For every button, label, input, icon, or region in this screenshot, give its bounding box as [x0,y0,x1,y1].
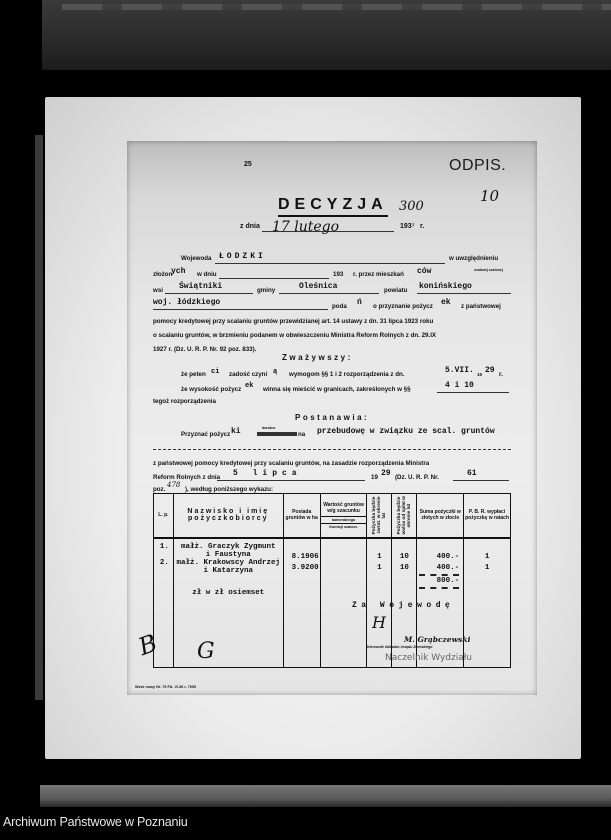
zwazywszy-line1-fill1: ci [211,368,220,376]
row-2-sum: 400.- [436,563,460,572]
header-value [320,494,367,538]
wojewoda-value: ŁODZKI [219,252,266,261]
przez-value: ców [417,267,432,276]
intro-line-5: o scalaniu gruntów, w brzmieniu podanem w obwieszczeniu Ministra Reform Rolnych z dn. 29.IX [153,332,437,339]
row-1-loan-period: 1 [377,552,382,561]
postanawia-line1-b: na [298,431,306,438]
film-strip-top [42,0,611,70]
zwazywszy-line1-end: r. [499,371,503,378]
postanawia-line1-a: Przyznać pożycz [181,431,231,438]
przez-label: r. przez mieszkań [353,271,404,278]
year-suffix: r. [420,223,425,230]
zwazywszy-line1-fill2: ą [273,368,278,376]
pozycz-suffix: z państwowej [461,303,501,310]
pozycz-label: o przyznanie pożycz [373,303,433,310]
signer-title: Kierownik Oddziału Urzędu Ziemskiego [367,645,433,649]
zwazywszy-line1-c: wymogom §§ 1 i 2 rozporządzenia z dn. [289,371,405,378]
postanawia-line2: z państwowej pomocy kredytowej przy scalaniu gruntów, na zasadzie rozporządzenia Ministra [153,460,430,467]
zwazywszy-line2-b: winna się mieścić w granicach, zakreślonych w §§ [263,386,411,393]
handwritten-decision-number: 300 [399,199,424,214]
zwazywszy-line1-a: że peten [181,371,206,378]
official-stamp: Naczelnik Wydziału [385,653,473,663]
intro-line-4: pomocy kredytowej przy scalaniu gruntów przewidzianej art. 14 ustawy z dn. 31 lipca 1923 roku [153,318,434,325]
postanawia-poz-handwritten: 478 [167,481,181,489]
wsi-value: Świątniki [179,282,223,291]
postanawia-line3-a: Reform Rolnych z dnia [153,474,221,481]
zwazywszy-line1-year: 29 [485,366,495,375]
row-2-installments: 1 [484,563,490,572]
postanawia-line1-fill: ki [231,427,241,436]
header-value-top: Wartość gruntów w/g szacunku [321,500,367,517]
film-strip-left [35,135,43,700]
za-wojewode: Za Wojewodę [352,601,455,610]
print-form-number: Wzór nowy Nr. 79 FA. VI.36 r. 7000 [135,685,197,689]
gminy-value: Oleśnica [299,282,338,291]
postanawia-line3-b: (Dz. U. R. P. Nr. [395,474,439,481]
postanawia-line4-a: poz. [153,486,166,493]
header-loan-period: Pożyczka będzie zwrot. w okresie lat [367,494,392,538]
zwazywszy-heading: Zważywszy: [282,353,353,362]
row-2-loan-period: 1 [377,563,382,572]
w-dniu-label: w dniu [197,271,217,278]
row-1-name-line2: i Faustyna [205,550,251,559]
considering-label: w uwzględnieniu [449,255,499,262]
signature-initials: H [372,613,386,632]
total-sum: 800.- [419,574,459,589]
row-2-free-period: 10 [399,563,409,572]
gminy-label: gminy [257,287,276,294]
postanawia-date: 5 lipca [233,469,302,478]
row-1-sum: 400.- [436,552,460,561]
page-marker: 25 [244,161,252,168]
zlozon-label: złożon [153,271,173,278]
voivodeship-value: woj. łódzkiego [153,298,221,307]
row-2-lp: 2. [159,558,169,567]
archive-name: Archiwum Państwowe w Poznaniu [3,815,188,829]
header-value-mid: kameralnego [321,517,367,524]
zwazywszy-line1-b: zadość czyni [229,371,268,378]
postanawia-year: 29 [381,469,391,478]
area-cell [283,538,320,668]
handwritten-number: 10 [480,187,500,205]
date-prefix: z dnia [240,223,260,230]
film-strip-bottom [40,785,611,807]
header-free-period: Pożyczka będzie wolna od spłat w okresie lat [392,494,417,538]
wojewoda-label: Wojewoda [181,255,212,262]
powiatu-label: powiatu [384,287,408,294]
names-cell [159,538,283,668]
document-sheet [127,141,537,695]
row-1-name-line1: małż. Graczyk Zygmunt [181,542,276,551]
header-lp: L. p. [154,494,174,538]
zwazywszy-line1-date: 5.VII. [445,366,474,375]
row-1-lp: 1. [159,542,169,551]
struck-out-text [257,432,297,436]
pozycz-value: ek [441,298,451,307]
row-1-installments: 1 [484,552,490,561]
signer-name: M. Grąbczewski [404,635,471,644]
zwazywszy-paragraphs: 4 i 10 [445,381,474,390]
installments-cell [464,538,511,668]
intro-line-6: 1927 r. (Dz. U. R. P. Nr. 92 poz. 833). [153,346,257,353]
postanawia-line4-b: ), według poniższego wykazu: [185,486,274,493]
poda-value: ń [357,298,362,307]
powiatu-value: konińskiego [419,282,472,291]
row-2-name-line2: i Katarzyna [203,566,254,575]
margin-scribble: B [134,628,161,662]
header-value-bottom: Komisji szacun. [329,525,358,530]
row-2-area: 3.9200 [291,563,319,572]
wsi-label: wsi [153,287,163,294]
zlozon-value: ych [171,267,186,276]
row-1-free-period: 10 [399,552,409,561]
decision-year: 193⁷ [400,223,415,230]
postanawia-heading: Postanawia: [295,413,370,422]
document-title: DECYZJA [278,196,388,217]
zwazywszy-line3: tegoż rozporządzenia [153,398,216,405]
year-193: 193 [333,271,344,278]
header-pbr: P. B. R. wypłaci pożyczkę w ratach [464,494,511,538]
header-area: Posiada gruntów w ha [283,494,320,538]
handwritten-date: 17 lutego [272,219,340,235]
postanawia-line1-small: doraźne [262,426,276,430]
postanawia-year-prefix: 19 [371,474,378,481]
total-in-words: zł w zł osiemset [192,588,265,597]
margin-initial: G [197,639,215,664]
scalanej-note: scalanej scalonej [474,268,503,272]
poda-label: poda [332,303,347,310]
postanawia-dz-nr: 61 [467,469,477,478]
header-name: Nazwisko i imię pożyczkobiorcy [173,494,283,538]
copy-mark: ODPIS. [449,157,507,174]
header-sum: Suma pożyczki w złotych w złocie [417,494,464,538]
zwazywszy-line2-a: że wysokość pożycz [181,386,242,393]
postanawia-purpose: przebudowę w związku ze scal. gruntów [317,427,495,436]
row-2-name-line1: małż. Krakowscy Andrzej [176,558,281,567]
zwazywszy-line1-year-prefix: 19 [477,372,483,377]
row-1-area: 8.1906 [291,552,319,561]
zwazywszy-line2-fill: ek [245,382,254,390]
